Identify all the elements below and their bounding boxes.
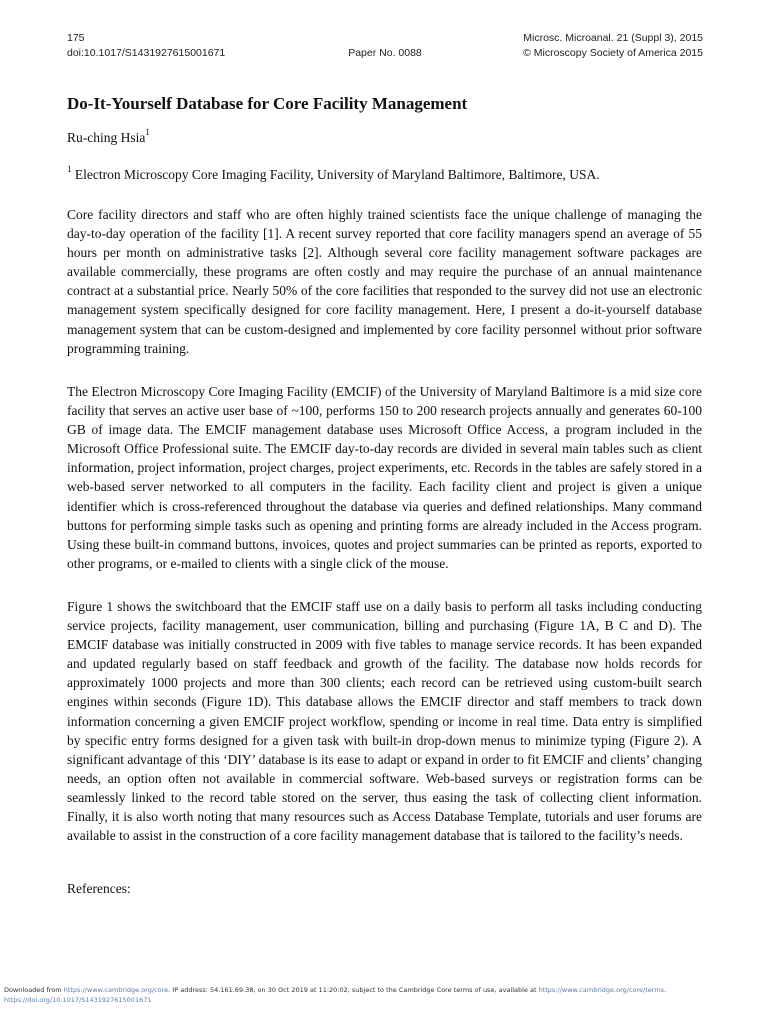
journal-citation: Microsc. Microanal. 21 (Suppl 3), 2015 [523,32,703,44]
author-affiliation-mark: 1 [145,127,150,137]
footer-doi-link[interactable]: https://doi.org/10.1017/S1431927615001671 [4,996,152,1004]
affiliation-mark: 1 [67,164,72,174]
page-header-right [523,31,703,61]
affiliation-text: Electron Microscopy Core Imaging Facility, University of Maryland Baltimore, Baltimore, USA. [74,167,600,182]
body-paragraph-1: Core facility directors and staff who are often highly trained scientists face the unique challenge of managing the day-to-day operation of the facility [1]. A recent survey reported that core facility managers spend an average of 55 hours per month on administrative tasks [2]. Although several core facility management software packages are available commercially, these programs are often costly and may require the purchase of an annual maintenance contract at a substantial price. Nearly 50% of the core facilities that responded to the survey did not use an electronic management system specifically designed for core facility management. Here, I present a do-it-yourself database management system that can be custom-designed and implemented by core facility personnel without prior software programming training. [67,207,702,356]
author-line [67,127,150,146]
body-paragraph-2: The Electron Microscopy Core Imaging Facility (EMCIF) of the University of Maryland Baltimore is a mid size core facility that serves an active user base of ~100, performs 150 to 200 research projects annually and generates 60-100 GB of image data. The EMCIF management database uses Microsoft Office Access, a program included in the Microsoft Office Professional suite. The EMCIF day-to-day records are divided in several main tables such as client information, project information, project charges, project experiments, etc. Records in the tables are safely stored in a web-based server networked to all computers in the facility. Each facility client and project is given a unique identifier which is cross-referenced throughout the database via queries and defined relationships. Many command buttons for performing simple tasks such as opening and printing forms are already included in the Access program. Using these built-in command buttons, invoices, quotes and project summaries can be printed as reports, exported to other programs, or e-mailed to clients with a single click of the mouse. [67,384,702,571]
doi: doi:10.1017/S1431927615001671 [67,47,226,59]
paper-title: Do-It-Yourself Database for Core Facility Management [67,94,468,113]
footer-text-2: . IP address: 54.161.69.38, on 30 Oct 2019 at 11:20:02, subject to the Cambridge Core terms of use, available at [168,986,539,994]
page-number: 175 [67,32,85,44]
affiliation-line [67,164,600,183]
references-heading: References: [67,881,131,896]
copyright: © Microscopy Society of America 2015 [523,47,703,59]
footer-text-1: Downloaded from [4,986,64,994]
footer-text-3: . [664,986,667,994]
body-paragraph-3: Figure 1 shows the switchboard that the EMCIF staff use on a daily basis to perform all tasks including conducting service projects, facility management, user communication, billing and purchasing (Figure 1A, B C and D). The EMCIF database was initially constructed in 2009 with five tables to manage service records. It has been expanded and updated regularly based on staff feedback and growth of the facility. The database now holds records for approximately 1000 projects and more than 300 clients; each record can be retrieved using custom-built search engines within seconds (Figure 1D). This database allows the EMCIF director and staff members to track down information concerning a given EMCIF project workflow, spending or income in real time. Data entry is simplified by specific entry forms designed for a given task with built-in drop-down menus to minimize typing (Figure 2). A significant advantage of this ‘DIY’ database is its ease to adapt or expand in order to fit EMCIF and clients’ changing needs, an option often not available in commercial software. Web-based surveys or registration forms can be seamlessly linked to the record table stored on the server, thus easing the task of collecting client information. Finally, it is also worth noting that many resources such as Access Database Template, tutorials and user forums are available to assist in the construction of a core facility management database that is tailored to the facility’s needs. [67,599,702,844]
download-footer [4,985,766,1005]
footer-terms-link[interactable]: https://www.cambridge.org/core/terms [538,986,665,994]
footer-core-link[interactable]: https://www.cambridge.org/core [63,986,169,994]
paper-number: Paper No. 0088 [348,47,422,59]
author-name: Ru-ching Hsia [67,130,146,145]
